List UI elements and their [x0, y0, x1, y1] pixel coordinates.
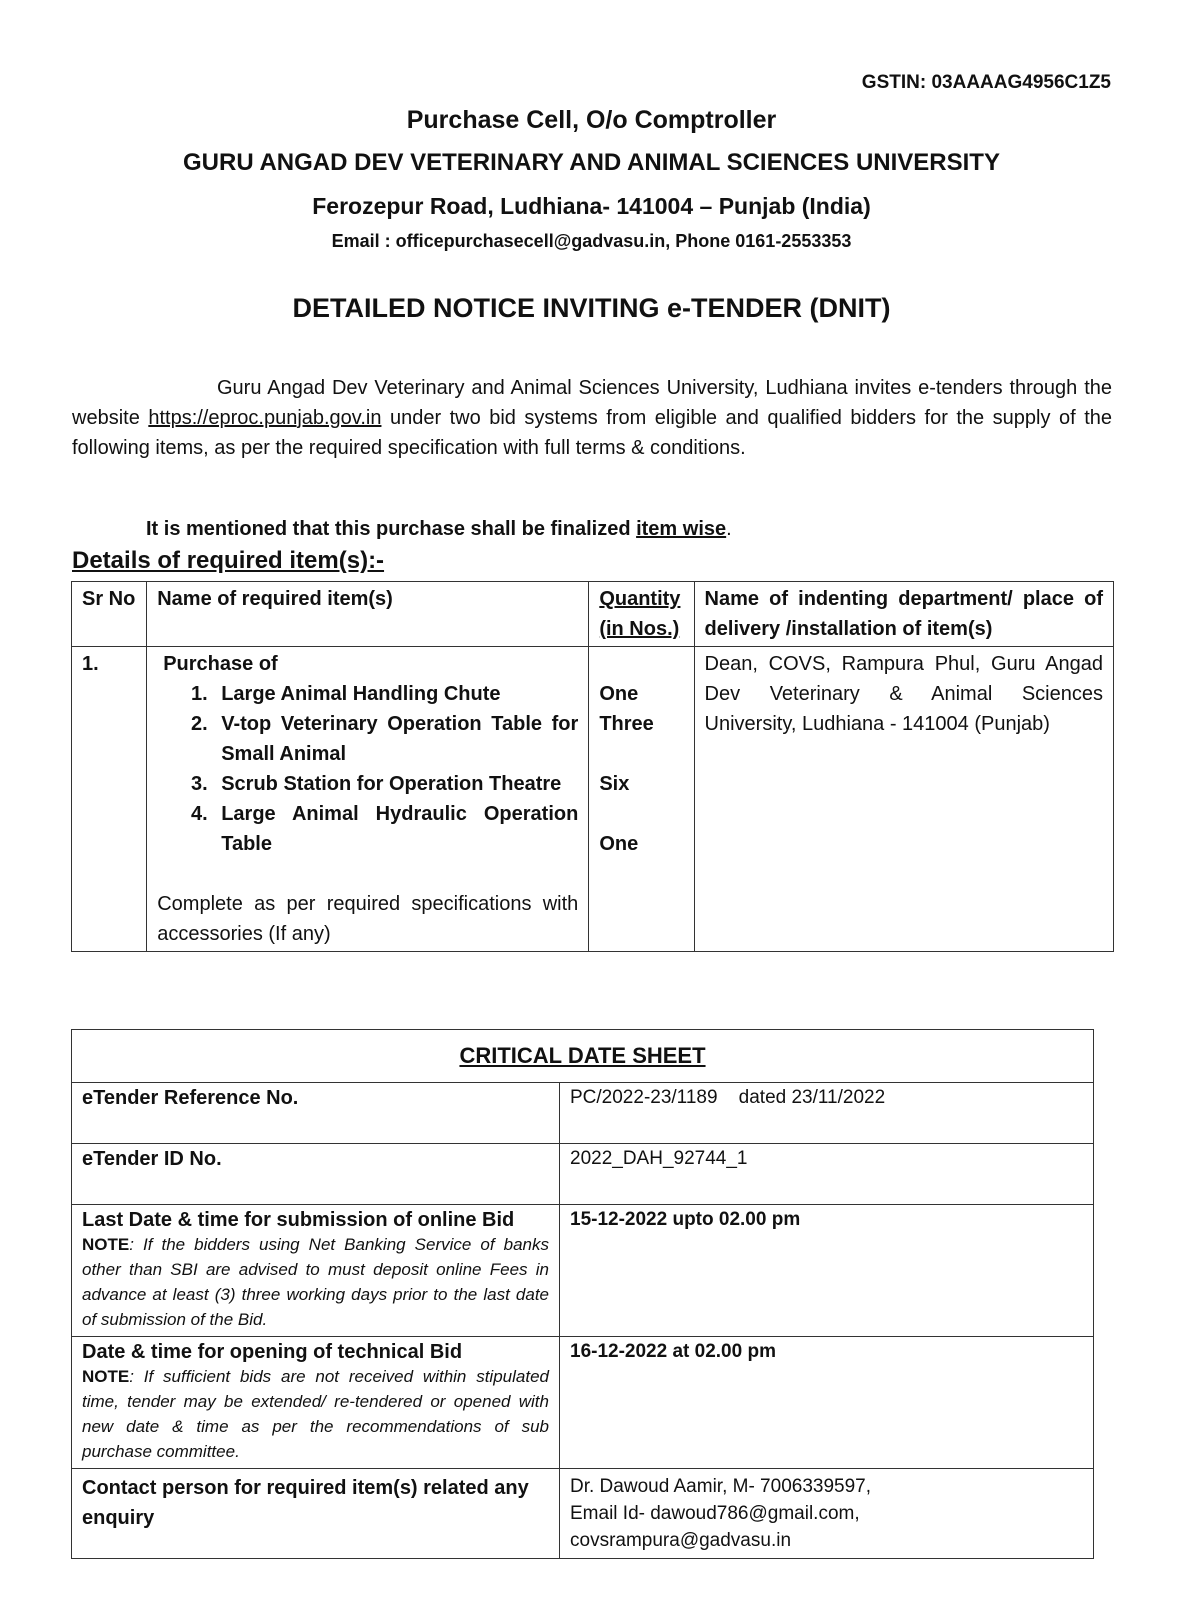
- quantity-value: Three: [599, 713, 654, 735]
- header-line-contact: Email : officepurchasecell@gadvasu.in, Phone 0161-2553353: [331, 231, 852, 251]
- table-row: [72, 1337, 1094, 1469]
- mention-text: It is mentioned that this purchase shall be finalized: [146, 518, 637, 540]
- table-row: [72, 1205, 1094, 1337]
- document-title: DETAILED NOTICE INVITING e-TENDER (DNIT): [292, 293, 891, 323]
- row-item-names: [147, 647, 589, 952]
- opening-date-label: Date & time for opening of technical Bid: [82, 1341, 463, 1363]
- mention-end: .: [726, 518, 732, 540]
- list-item: 2. V-top Veterinary Operation Table for Small Animal: [213, 709, 578, 769]
- eproc-link[interactable]: https://eproc.punjab.gov.in: [148, 407, 382, 429]
- row-sr-no: 1.: [72, 647, 147, 952]
- intro-text-part2: under two bid systems from eligible and qualified bidders for the supply of the following items, as per the required specification with full terms & conditions.: [72, 407, 1112, 459]
- table-row: [72, 1144, 1094, 1205]
- note-text: : If sufficient bids are not received within stipulated time, tender may be extended/ re-tendered or opened with new date & time as per the recommendations of sub purchase committee.: [82, 1367, 549, 1461]
- item-wise-statement: [146, 518, 732, 541]
- mention-underlined: item wise: [636, 518, 727, 540]
- list-item: 1. Large Animal Handling Chute: [213, 679, 578, 709]
- items-table: [71, 581, 1114, 952]
- submission-deadline-label: Last Date & time for submission of online Bid: [82, 1209, 515, 1231]
- tender-ref-value: PC/2022-23/1189 dated 23/11/2022: [560, 1083, 1094, 1144]
- quantity-value: One: [599, 833, 639, 855]
- purchase-of-label: Purchase of: [163, 653, 278, 675]
- table-row: [72, 1469, 1094, 1559]
- complete-note: Complete as per required specifications with accessories (If any): [157, 893, 579, 945]
- tender-id-value: 2022_DAH_92744_1: [560, 1144, 1094, 1205]
- submission-deadline-cell: [72, 1205, 560, 1337]
- opening-date-cell: [72, 1337, 560, 1469]
- row-quantities: [589, 647, 694, 952]
- intro-paragraph: [72, 373, 1112, 463]
- contact-email[interactable]: Email Id- dawoud786@gmail.com,: [570, 1503, 860, 1524]
- contact-person-value: [560, 1469, 1094, 1559]
- header-line-office: Purchase Cell, O/o Comptroller: [406, 106, 777, 134]
- header-line-university: GURU ANGAD DEV VETERINARY AND ANIMAL SCIENCES UNIVERSITY: [183, 149, 1000, 176]
- note-prefix: NOTE: [82, 1367, 130, 1386]
- note-text: : If the bidders using Net Banking Service of banks other than SBI are advised to must deposit online Fees in advance at least (3) three working days prior to the last date of submission of the Bid.: [82, 1235, 549, 1329]
- quantity-value: Six: [599, 773, 630, 795]
- header-line-address: Ferozepur Road, Ludhiana- 141004 – Punjab (India): [312, 193, 871, 219]
- note-prefix: NOTE: [82, 1235, 130, 1254]
- list-item: 3. Scrub Station for Operation Theatre: [213, 769, 578, 799]
- header-sr-no: Sr No: [72, 582, 147, 647]
- items-list: [157, 679, 578, 859]
- submission-note: [82, 1232, 549, 1332]
- tender-ref-label: eTender Reference No.: [72, 1083, 560, 1144]
- critical-date-sheet-caption: CRITICAL DATE SHEET: [72, 1030, 1094, 1083]
- list-item: 4. Large Animal Hydraulic Operation Table: [213, 799, 578, 859]
- header-department: Name of indenting department/ place of delivery /installation of item(s): [694, 582, 1113, 647]
- contact-email[interactable]: covsrampura@gadvasu.in: [570, 1530, 792, 1551]
- contact-person-label: Contact person for required item(s) related any enquiry: [72, 1469, 560, 1559]
- header-item-name: Name of required item(s): [147, 582, 589, 647]
- table-row: [72, 1083, 1094, 1144]
- tender-id-label: eTender ID No.: [72, 1144, 560, 1205]
- details-heading: Details of required item(s):-: [72, 547, 385, 574]
- items-table-header: [72, 582, 1114, 647]
- quantity-value: One: [599, 683, 639, 705]
- opening-date-value: 16-12-2022 at 02.00 pm: [560, 1337, 1094, 1469]
- submission-deadline-value: 15-12-2022 upto 02.00 pm: [560, 1205, 1094, 1337]
- row-department: Dean, COVS, Rampura Phul, Guru Angad Dev Veterinary & Animal Sciences University, Ludhiana - 141004 (Punjab): [694, 647, 1113, 952]
- opening-note: [82, 1364, 549, 1464]
- header-quantity: Quantity (in Nos.): [589, 582, 694, 647]
- contact-line: Dr. Dawoud Aamir, M- 7006339597,: [570, 1476, 872, 1497]
- gstin-number: GSTIN: 03AAAAG4956C1Z5: [861, 72, 1111, 93]
- table-row: [72, 647, 1114, 952]
- intro-text-part1: Guru Angad Dev Veterinary and Animal Sciences University, Ludhiana invites e-tenders through the website: [72, 377, 1112, 429]
- critical-date-sheet: [71, 1029, 1094, 1559]
